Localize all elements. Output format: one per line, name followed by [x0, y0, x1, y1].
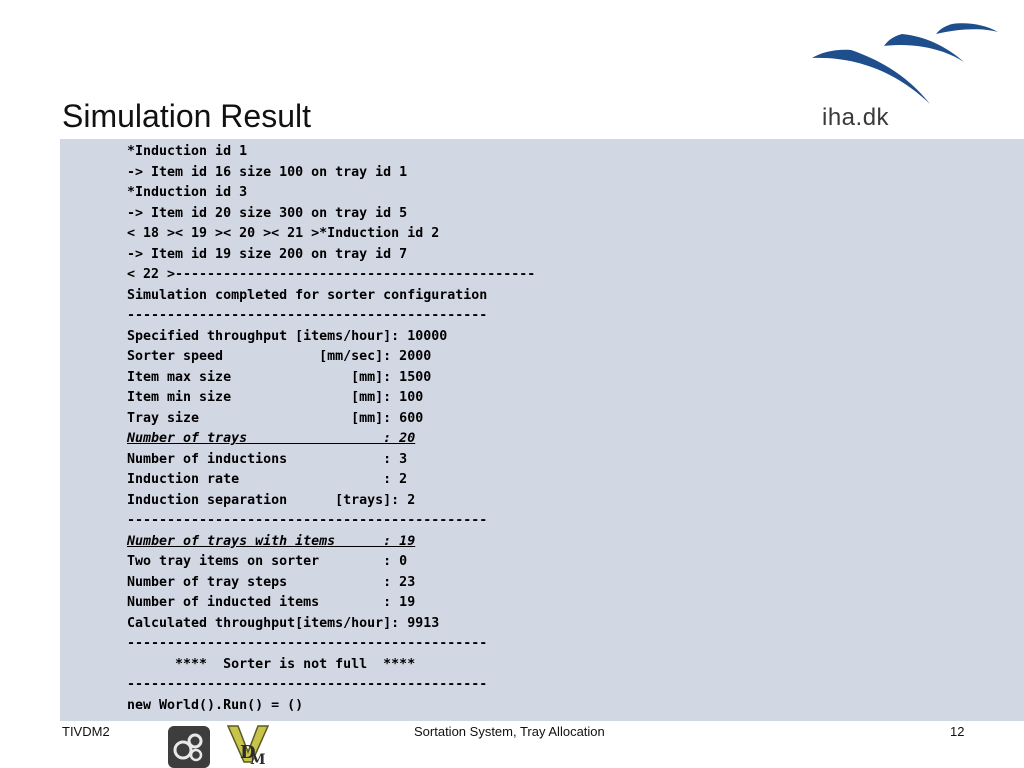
output-line: **** Sorter is not full ****	[127, 656, 416, 672]
page-number: 12	[950, 724, 965, 739]
output-line: *Induction id 1	[127, 144, 248, 159]
output-line: Induction separation [trays]: 2	[127, 492, 416, 508]
output-line: -> Item id 19 size 200 on tray id 7	[127, 246, 408, 262]
gears-icon	[168, 726, 210, 768]
output-line: -> Item id 16 size 100 on tray id 1	[127, 164, 408, 180]
slide-title: Simulation Result	[62, 98, 311, 134]
output-line: ---------------------------------------------	[127, 677, 488, 692]
output-line: Simulation completed for sorter configuration	[127, 287, 488, 303]
output-line: Item min size [mm]: 100	[127, 390, 424, 405]
simulation-output	[127, 142, 535, 716]
output-line: Number of tray steps : 23	[127, 574, 416, 590]
footer-course: TIVDM2	[62, 724, 110, 739]
output-line: Number of inducted items : 19	[127, 595, 416, 610]
output-line: Induction rate : 2	[127, 472, 408, 487]
output-line: Sorter speed [mm/sec]: 2000	[127, 349, 432, 364]
output-line: ---------------------------------------------	[127, 513, 488, 528]
vdm-logo-icon	[226, 722, 272, 766]
output-line: Calculated throughput[items/hour]: 9913	[127, 615, 440, 631]
output-line: Number of inductions : 3	[127, 451, 408, 467]
output-line: Item max size [mm]: 1500	[127, 369, 432, 385]
output-line: -> Item id 20 size 300 on tray id 5	[127, 205, 408, 221]
footer-subject: Sortation System, Tray Allocation	[414, 724, 605, 739]
output-line: *Induction id 3	[127, 185, 248, 200]
svg-text:D: D	[240, 742, 256, 763]
svg-text:M: M	[250, 752, 266, 766]
output-line: Number of trays : 20	[127, 431, 416, 446]
output-line: ---------------------------------------------	[127, 308, 488, 323]
output-line: < 18 >< 19 >< 20 >< 21 >*Induction id 2	[127, 226, 440, 241]
output-line: new World().Run() = ()	[127, 697, 304, 713]
output-line: < 22 >---------------------------------------------	[127, 267, 536, 282]
output-line: Specified throughput [items/hour]: 10000	[127, 328, 448, 344]
output-line: Number of trays with items : 19	[127, 533, 416, 549]
output-line: Tray size [mm]: 600	[127, 410, 424, 426]
output-line: ---------------------------------------------	[127, 636, 488, 651]
logo-text: iha.dk	[822, 104, 890, 131]
output-line: Two tray items on sorter : 0	[127, 554, 408, 569]
output-panel	[60, 139, 1024, 721]
